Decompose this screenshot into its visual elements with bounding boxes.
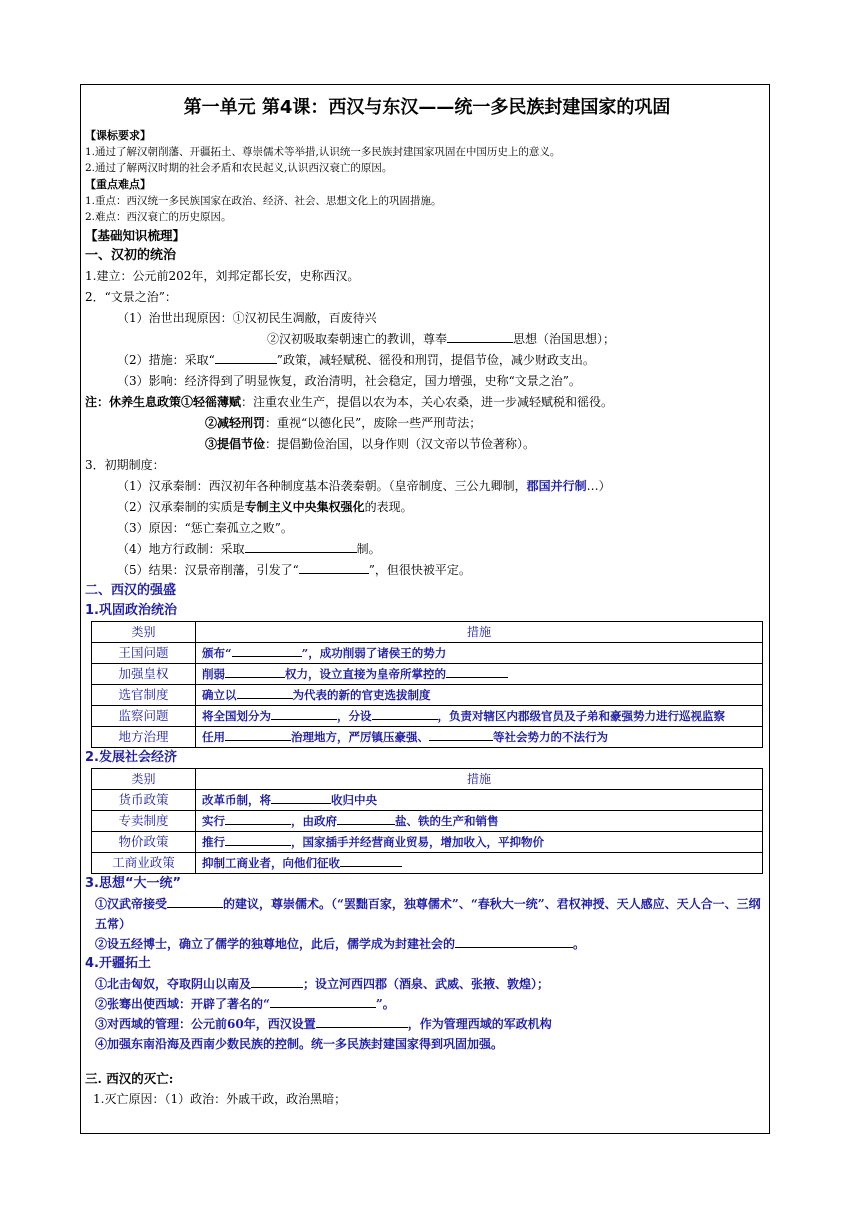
row-category: 工商业政策	[92, 853, 196, 874]
table-row	[92, 832, 763, 853]
row-measure	[196, 664, 763, 685]
measure-text: 颁布“	[202, 646, 232, 660]
note-2-text: ：重视“以德化民”，废除一些严刑苛法；	[265, 416, 482, 430]
section-2-heading: 二、西汉的强盛	[85, 583, 177, 598]
document-frame	[80, 84, 770, 1134]
row-category: 监察问题	[92, 706, 196, 727]
s1-line-9-a: （2）汉承秦制的实质是	[117, 500, 245, 514]
page-title: 第一单元 第4课：西汉与东汉——统一多民族封建国家的巩固	[183, 97, 671, 118]
table-row	[92, 727, 763, 748]
table-row	[92, 685, 763, 706]
fill-blank[interactable]	[316, 1016, 408, 1028]
territory-1-a: ①北击匈奴，夺取阴山以南及	[95, 977, 252, 991]
fill-blank[interactable]	[337, 813, 395, 825]
measure-text: 收归中央	[331, 793, 377, 807]
measure-text: ，负责对辖区内郡级官员及子弟和豪强势力进行巡视监察	[437, 709, 725, 723]
fill-blank[interactable]	[225, 729, 291, 741]
thought-line-1	[85, 894, 769, 934]
row-category: 加强皇权	[92, 664, 196, 685]
measure-text: ，由政府	[291, 814, 337, 828]
zhongdian-item-2: 2.难点：西汉衰亡的历史原因。	[85, 211, 232, 223]
thought-1-a: ①汉武帝接受	[95, 897, 168, 911]
row-category: 物价政策	[92, 832, 196, 853]
measure-text: 抑制工商业者，向他们征收	[202, 856, 340, 870]
fill-blank[interactable]	[245, 541, 357, 553]
zhongdian-tag: 【重点难点】	[85, 178, 151, 191]
fill-blank[interactable]	[225, 834, 291, 846]
thought-2-b: 。	[573, 937, 586, 951]
note-1-bold: ①轻徭薄赋	[181, 395, 242, 409]
territory-line-3	[85, 1014, 769, 1034]
s1-line-4-b: 思想（治国思想）；	[513, 332, 616, 346]
s1-line-5-a: （2）措施：采取“	[117, 353, 215, 367]
s1-line-7: 3．初期制度：	[85, 458, 165, 472]
col-header-measure: 措施	[196, 622, 763, 643]
measure-text: 为代表的新的官吏选拔制度	[292, 688, 431, 702]
s1-line-9-b: 专制主义中央集权强化	[244, 500, 365, 514]
economy-table	[91, 768, 763, 874]
s1-line-8	[85, 476, 769, 497]
s1-line-4	[85, 329, 769, 350]
s1-line-5	[85, 350, 769, 371]
measure-text: 实行	[202, 814, 225, 828]
territory-line-4: ④加强东南沿海及西南少数民族的控制。统一多民族封建国家得到巩固加强。	[95, 1037, 504, 1051]
s1-line-3: （1）治世出现原因：①汉初民生凋敝，百废待兴	[117, 311, 377, 325]
note-line-2	[85, 413, 769, 434]
thought-2-a: ②设五经博士，确立了儒学的独尊地位，此后，儒学成为封建社会的	[95, 937, 456, 951]
col-header-measure: 措施	[196, 769, 763, 790]
note-line-3	[85, 434, 769, 455]
row-measure	[196, 811, 763, 832]
note-3-text: ：提倡勤俭治国，以身作则（汉文帝以节俭著称）。	[265, 437, 536, 451]
s1-line-11-b: 制。	[356, 542, 381, 556]
s1-line-12	[85, 560, 769, 581]
note-2-bold: ②减轻刑罚	[205, 416, 266, 430]
fill-blank[interactable]	[372, 708, 438, 720]
territory-3-b: ，作为管理西域的军政机构	[407, 1017, 552, 1031]
s3-line-1: 1.灭亡原因：（1）政治：外戚干政，政治黑暗；	[93, 1092, 347, 1106]
measure-text: 削弱	[202, 667, 225, 681]
row-measure	[196, 790, 763, 811]
measure-text: 将全国划分为	[202, 709, 271, 723]
s1-line-11	[85, 539, 769, 560]
row-category: 专卖制度	[92, 811, 196, 832]
kebiao-item-2: 2.通过了解两汉时期的社会矛盾和农民起义,认识西汉衰亡的原因。	[85, 162, 393, 174]
document-content	[81, 85, 769, 1110]
fill-blank[interactable]	[271, 708, 337, 720]
fill-blank[interactable]	[446, 666, 508, 678]
s1-line-12-a: （5）结果：汉景帝削藩，引发了“	[117, 563, 299, 577]
measure-text: 确立以	[202, 688, 237, 702]
measure-text: 等社会势力的不法行为	[493, 730, 608, 744]
measure-text: 推行	[202, 835, 225, 849]
measure-text: ，国家插手并经营商业贸易，增加收入，平抑物价	[291, 835, 544, 849]
note-lead: 注：休养生息政策	[85, 395, 182, 409]
measure-text: 盐、铁的生产和销售	[395, 814, 499, 828]
row-measure	[196, 685, 763, 706]
col-header-category: 类别	[92, 622, 196, 643]
row-measure	[196, 853, 763, 874]
s1-line-10: （3）原因：“惩亡秦孤立之败”。	[117, 521, 293, 535]
territory-line-1	[85, 974, 769, 994]
table-row	[92, 790, 763, 811]
s1-line-1: 1.建立：公元前202年，刘邦定都长安，史称西汉。	[85, 269, 360, 283]
fill-blank[interactable]	[447, 331, 513, 343]
table-header-row	[92, 622, 763, 643]
territory-line-2	[85, 994, 769, 1014]
row-category: 选官制度	[92, 685, 196, 706]
measure-text: ”，成功削弱了诸侯王的势力	[301, 646, 447, 660]
table-row	[92, 811, 763, 832]
col-header-category: 类别	[92, 769, 196, 790]
s2-sub-4: 4.开疆拓土	[85, 956, 151, 971]
s1-line-12-b: ”，但很快被平定。	[368, 563, 471, 577]
table-header-row	[92, 769, 763, 790]
table-row	[92, 706, 763, 727]
fill-blank[interactable]	[340, 855, 402, 867]
fill-blank[interactable]	[215, 352, 277, 364]
row-measure	[196, 643, 763, 664]
row-measure	[196, 727, 763, 748]
fill-blank[interactable]	[299, 562, 369, 574]
s2-sub-3: 3.思想“大一统”	[85, 876, 182, 891]
measure-text: 任用	[202, 730, 225, 744]
section-3-heading: 三. 西汉的灭亡:	[85, 1071, 174, 1086]
row-category: 货币政策	[92, 790, 196, 811]
note-3-bold: ③提倡节俭	[205, 437, 266, 451]
s1-line-4-a: ②汉初吸取秦朝速亡的教训，尊奉	[267, 332, 448, 346]
territory-1-b: ；设立河西四郡（酒泉、武威、张掖、敦煌）；	[303, 977, 550, 991]
s1-line-5-b: ”政策，减轻赋税、徭役和刑罚，提倡节俭，减少财政支出。	[276, 353, 595, 367]
s1-line-9	[85, 497, 769, 518]
row-measure	[196, 832, 763, 853]
s1-line-9-c: 的表现。	[364, 500, 413, 514]
table-row	[92, 643, 763, 664]
s1-line-8-c: …）	[586, 479, 611, 493]
fill-blank[interactable]	[455, 936, 573, 948]
zhongdian-item-1: 1.重点：西汉统一多民族国家在政治、经济、社会、思想文化上的巩固措施。	[85, 195, 442, 207]
s1-line-8-b: 郡国并行制	[526, 479, 587, 493]
row-measure	[196, 706, 763, 727]
fill-blank[interactable]	[270, 996, 376, 1008]
fill-blank[interactable]	[167, 896, 223, 908]
territory-2-a: ②张骞出使西域：开辟了著名的“	[95, 997, 270, 1011]
fill-blank[interactable]	[225, 666, 285, 678]
table-row	[92, 853, 763, 874]
note-1-text: ：注重农业生产，提倡以农为本，关心农桑，进一步减轻赋税和徭役。	[241, 395, 614, 409]
s2-sub-2: 2.发展社会经济	[85, 750, 177, 765]
kebiao-item-1: 1.通过了解汉朝削藩、开疆拓土、尊崇儒术等举措,认识统一多民族封建国家巩固在中国历史上的意义。	[85, 146, 561, 158]
fill-blank[interactable]	[429, 729, 493, 741]
measure-text: ，分设	[337, 709, 372, 723]
s1-line-8-a: （1）汉承秦制：西汉初年各种制度基本沿袭秦朝。（皇帝制度、三公九卿制，	[117, 479, 527, 493]
measure-text: 治理地方，严厉镇压豪强、	[291, 730, 429, 744]
measure-text: 权力，设立直接为皇帝所掌控的	[285, 667, 446, 681]
thought-line-2	[85, 934, 769, 954]
s1-line-6: （3）影响：经济得到了明显恢复，政治清明，社会稳定，国力增强，史称“文景之治”。	[117, 374, 581, 388]
s1-line-2: 2．“文景之治”：	[85, 290, 177, 304]
thought-1-b: 的建议，尊崇儒术。（“罢黜百家，独尊儒术”、“春秋大一统”、君权神授、天人感应、天人合一、三纲五常）	[95, 897, 761, 931]
territory-3-a: ③对西域的管理：公元前60年，西汉设置	[95, 1017, 316, 1031]
fill-blank[interactable]	[237, 687, 293, 699]
fill-blank[interactable]	[232, 645, 302, 657]
jichu-tag: 【基础知识梳理】	[85, 228, 186, 243]
row-category: 地方治理	[92, 727, 196, 748]
fill-blank[interactable]	[271, 792, 331, 804]
note-line-1	[85, 392, 769, 413]
kebiao-tag: 【课标要求】	[85, 129, 151, 142]
fill-blank[interactable]	[225, 813, 291, 825]
territory-2-b: ”。	[375, 997, 395, 1011]
table-row	[92, 664, 763, 685]
section-1-heading: 一、汉初的统治	[85, 248, 177, 263]
measure-text: 改革币制，将	[202, 793, 271, 807]
politics-table	[91, 621, 763, 748]
s2-sub-1: 1.巩固政治统治	[85, 603, 177, 618]
fill-blank[interactable]	[251, 976, 303, 988]
row-category: 王国问题	[92, 643, 196, 664]
s1-line-11-a: （4）地方行政制：采取	[117, 542, 245, 556]
